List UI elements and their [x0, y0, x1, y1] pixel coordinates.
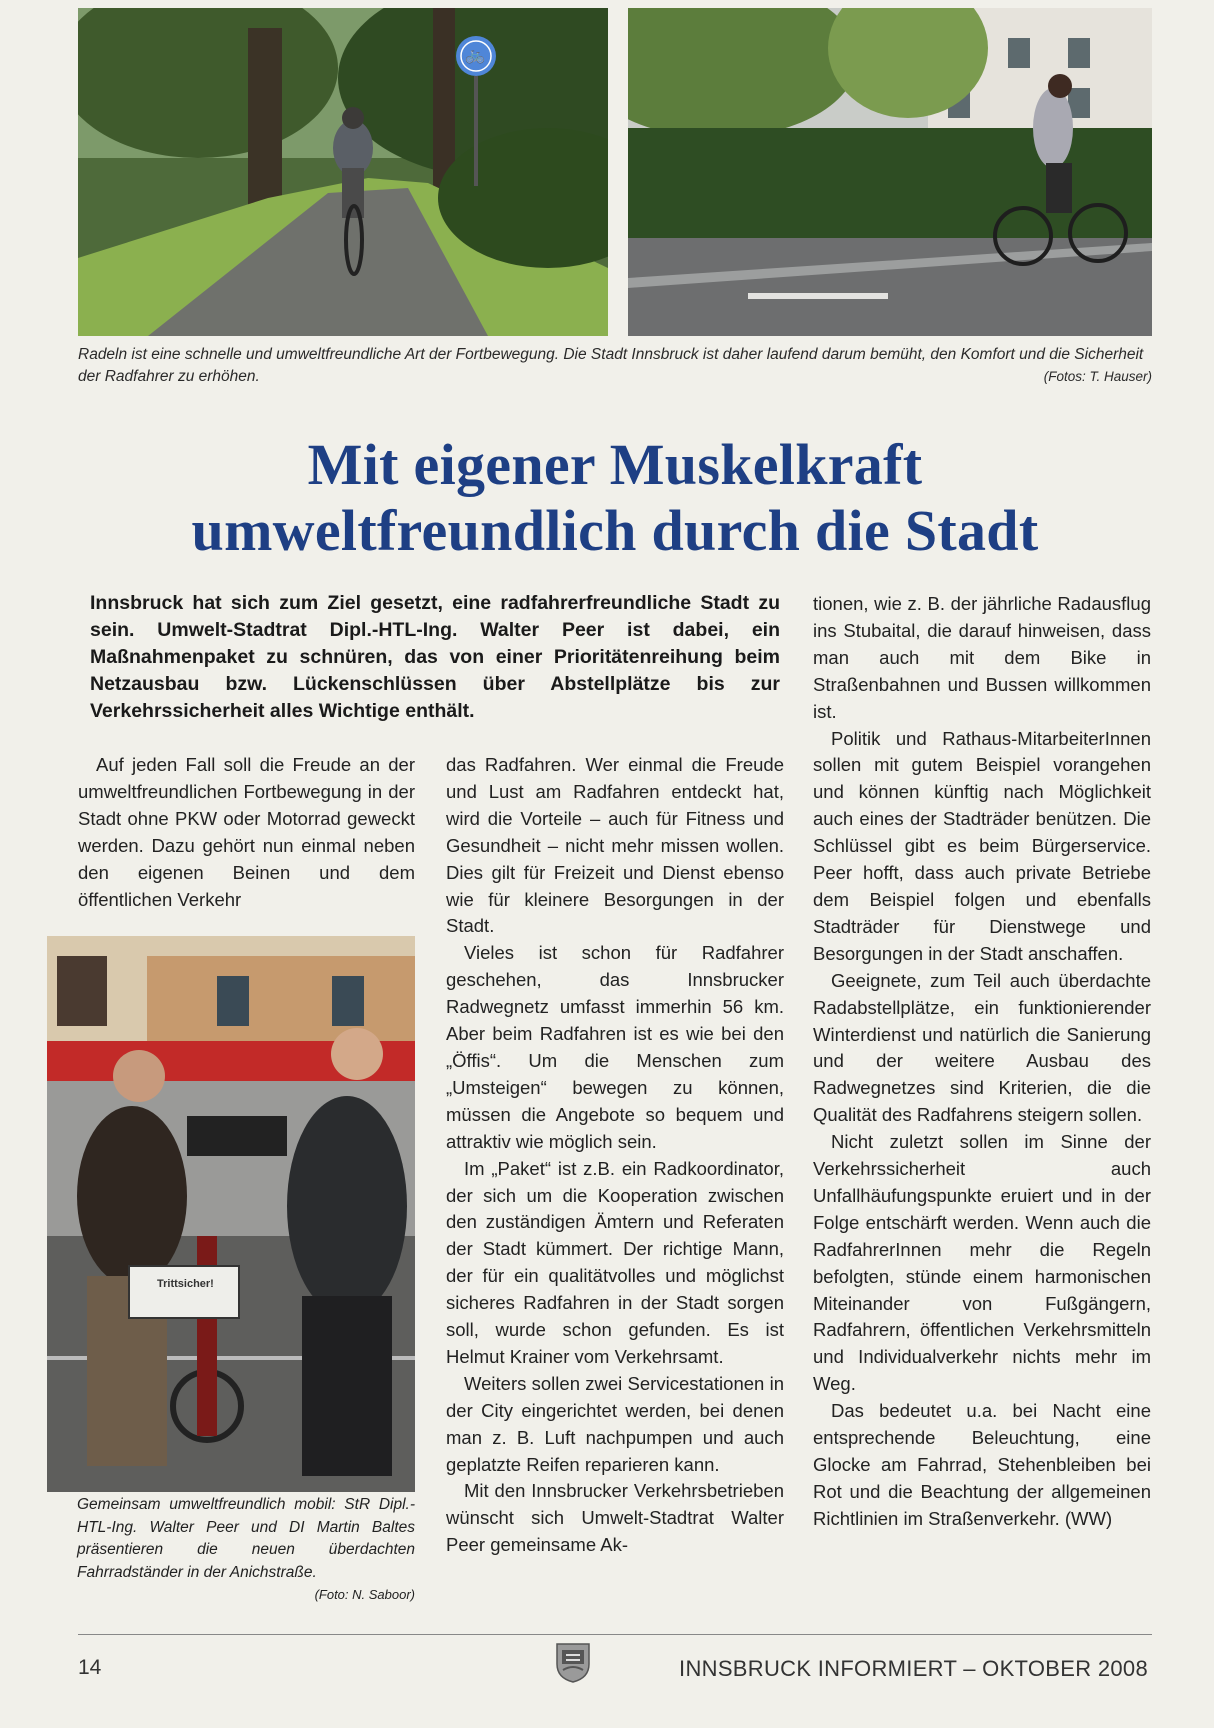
photo-caption-top: [78, 344, 1152, 388]
caption-top-credit: (Fotos: T. Hauser): [1043, 369, 1152, 384]
column1-paragraph-1: Auf jeden Fall soll die Freude an der umweltfreundlichen Fortbewegung in der Stadt ohne PKW oder Motorrad geweckt werden. Dazu gehört nun einmal neben den eigenen Beinen und dem öffentlichen Verkehr: [78, 754, 415, 910]
caption-people-text: Gemeinsam umweltfreundlich mobil: StR Dipl.-HTL-Ing. Walter Peer und DI Martin Baltes präsentieren die neuen überdachten Fahrradständer in der Anichstraße.: [77, 1496, 415, 1581]
headline-line-2: umweltfreundlich durch die Stadt: [191, 498, 1039, 563]
caption-people-credit: (Foto: N. Saboor): [314, 1587, 415, 1602]
photo-officials-bike-rack: [47, 936, 415, 1492]
column2-paragraph-5: Mit den Innsbrucker Verkehrsbetrieben wünscht sich Umwelt-Stadtrat Walter Peer gemeinsame Ak-: [446, 1480, 784, 1556]
column3-paragraph-3: Geeignete, zum Teil auch überdachte Radabstellplätze, ein funktionierender Winterdienst und natürlich die Sanierung und der weitere Ausbau des Radwegnetzes sind Kriterien, die die Qualität des Radfahrens steigern sollen.: [813, 969, 1151, 1126]
column3-paragraph-2: Politik und Rathaus-MitarbeiterInnen sollen mit gutem Beispiel vorangehen und können künftig nach Möglichkeit auch eines der Stadträder benützen. Die Schlüssel gibt es beim Bürgerservice. Peer hofft, dass auch private Betriebe dem Beispiel folgen und ebenfalls Stadträder für Dienstwege und Besorgungen in der Stadt anschaffen.: [813, 727, 1151, 964]
city-crest-icon: [555, 1640, 591, 1684]
column2-paragraph-4: Weiters sollen zwei Servicestationen in der City eingerichtet werden, bei denen man z. B. Luft nachpumpen und auch geplatzte Reifen reparieren kann.: [446, 1372, 784, 1475]
article-headline: [70, 432, 1160, 564]
article-column-3: [813, 591, 1151, 1533]
article-column-1: [78, 752, 415, 913]
column2-paragraph-2: Vieles ist schon für Radfahrer geschehen, das Innsbrucker Radwegnetz umfasst immerhin 56 km. Aber beim Radfahren ist es wie bei den „Öffis“. Um die Menschen zum „Umsteigen“ bewegen zu können, müssen die Angebote so bequem und attraktiv wie möglich sein.: [446, 942, 784, 1152]
page-number: 14: [78, 1656, 102, 1679]
column3-paragraph-1: tionen, wie z. B. der jährliche Radausflug ins Stubaital, die darauf hinweisen, dass man auch mit dem Bike in Straßenbahnen und Bussen willkommen ist.: [813, 593, 1151, 722]
article-lead: [90, 590, 780, 725]
article-column-2: [446, 752, 784, 1559]
photo-park-cyclist: [78, 8, 608, 336]
headline-line-1: Mit eigener Muskelkraft: [307, 432, 923, 497]
publication-title: INNSBRUCK INFORMIERT – OKTOBER 2008: [679, 1656, 1148, 1681]
caption-top-text: Radeln ist eine schnelle und umweltfreundliche Art der Fortbewegung. Die Stadt Innsbruck ist daher laufend darum bemüht, den Komfort und die Sicherheit der Radfahrer zu erhöhen.: [78, 346, 1144, 385]
column2-paragraph-3: Im „Paket“ ist z.B. ein Radkoordinator, der sich um die Kooperation zwischen den zuständigen Ämtern und Referaten der Stadt kümmert. Der richtige Mann, der für ein qualitätvolles und möglichst sicheres Radfahren in der Stadt sorgen soll, wurde schon gefunden. Es ist Helmut Krainer vom Verkehrsamt.: [446, 1157, 784, 1367]
bike-basket-label: Trittsicher!: [157, 1278, 214, 1290]
column3-paragraph-4: Nicht zuletzt sollen im Sinne der Verkehrssicherheit auch Unfallhäufungspunkte eruiert und in der Folge entschärft werden. Wenn auch die RadfahrerInnen mehr die Regeln befolgten, stünde einem harmonischen Miteinander von Fußgängern, Radfahrern, öffentlichen Verkehrsmitteln und Individualverkehr nichts mehr im Weg.: [813, 1131, 1151, 1395]
column2-paragraph-1: das Radfahren. Wer einmal die Freude und Lust am Radfahren entdeckt hat, wird die Vorteile – auch für Fitness und Gesundheit – nicht mehr missen wollen. Dies gilt für Freizeit und Dienst ebenso wie für kleinere Besorgungen in der Stadt.: [446, 754, 784, 937]
lead-paragraph: Innsbruck hat sich zum Ziel gesetzt, eine radfahrerfreundliche Stadt zu sein. Umwelt-Stadtrat Dipl.-HTL-Ing. Walter Peer ist dabei, ein Maßnahmenpaket zu schnüren, das von einer Prioritätenreihung beim Netzausbau bzw. Lückenschlüssen über Abstellplätze bis zur Verkehrssicherheit alles Wichtige enthält.: [90, 592, 780, 722]
photo-street-cyclist: [628, 8, 1152, 336]
photo-caption-people: [77, 1494, 415, 1607]
bicycle-sign-icon: 🚲: [465, 47, 485, 64]
footer-divider: [78, 1634, 1152, 1635]
column3-paragraph-5: Das bedeutet u.a. bei Nacht eine entsprechende Beleuchtung, eine Glocke am Fahrrad, Stehenbleiben bei Rot und die Beachtung der allgemeinen Richtlinien im Straßenverkehr. (WW): [813, 1400, 1151, 1529]
